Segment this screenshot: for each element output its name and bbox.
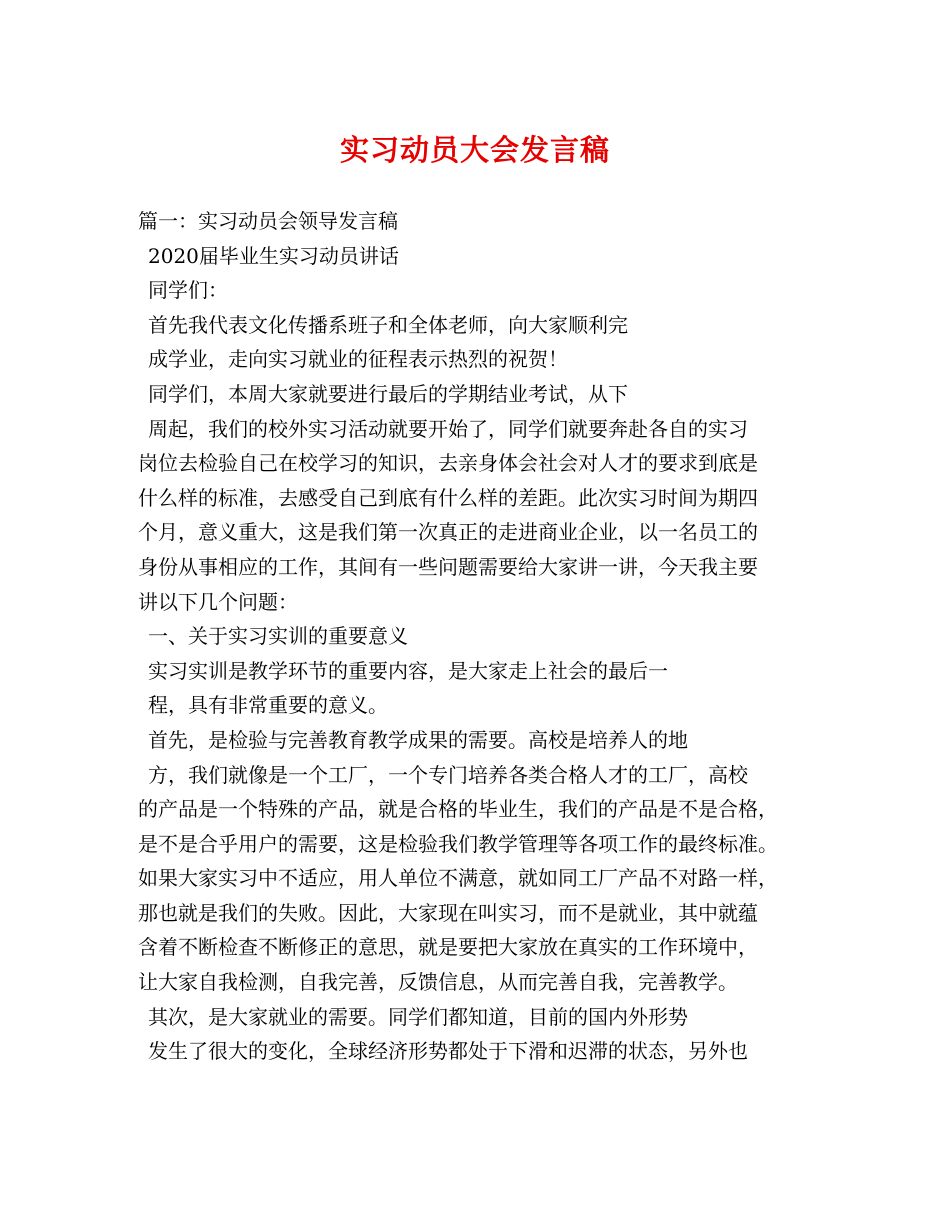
body-line: 如果大家实习中不适应，用人单位不满意，就如同工厂产品不对路一样，: [138, 866, 778, 891]
body-line: 实习实训是教学环节的重要内容，是大家走上社会的最后一: [148, 658, 668, 683]
document-title: 实习动员大会发言稿: [339, 133, 610, 167]
body-line: 其次，是大家就业的需要。同学们都知道，目前的国内外形势: [148, 1004, 688, 1029]
body-line: 让大家自我检测，自我完善，反馈信息，从而完善自我，完善教学。: [138, 970, 738, 995]
body-line: 程，具有非常重要的意义。: [148, 693, 388, 718]
body-line: 讲以下几个问题：: [138, 589, 298, 614]
body-line: 发生了很大的变化，全球经济形势都处于下滑和迟滞的状态，另外也: [148, 1039, 748, 1064]
body-line: 什么样的标准，去感受自己到底有什么样的差距。此次实习时间为期四: [138, 485, 758, 510]
body-line: 个月，意义重大，这是我们第一次真正的走进商业企业，以一名员工的: [138, 520, 758, 545]
body-line: 同学们：: [148, 278, 228, 303]
body-line: 周起，我们的校外实习活动就要开始了，同学们就要奔赴各自的实习: [148, 416, 748, 441]
body-line: 是不是合乎用户的需要，这是检验我们教学管理等各项工作的最终标准。: [138, 831, 778, 856]
body-line: 含着不断检查不断修正的意思，就是要把大家放在真实的工作环境中，: [138, 935, 758, 960]
body-line: 2020届毕业生实习动员讲话: [148, 243, 399, 268]
body-line: 一、关于实习实训的重要意义: [148, 624, 408, 649]
body-line: 方，我们就像是一个工厂，一个专门培养各类合格人才的工厂，高校: [148, 762, 748, 787]
body-line: 首先，是检验与完善教育教学成果的需要。高校是培养人的地: [148, 727, 688, 752]
body-line: 篇一：实习动员会领导发言稿: [138, 209, 398, 233]
body-line: 同学们，本周大家就要进行最后的学期结业考试，从下: [148, 381, 628, 406]
body-line: 岗位去检验自己在校学习的知识，去亲身体会社会对人才的要求到底是: [138, 451, 758, 476]
body-line: 首先我代表文化传播系班子和全体老师，向大家顺利完: [148, 312, 628, 337]
body-line: 那也就是我们的失败。因此，大家现在叫实习，而不是就业，其中就蕴: [138, 900, 758, 925]
body-line: 的产品是一个特殊的产品，就是合格的毕业生，我们的产品是不是合格，: [138, 797, 778, 822]
body-line: 成学业，走向实习就业的征程表示热烈的祝贺！: [148, 347, 568, 372]
body-line: 身份从事相应的工作，其间有一些问题需要给大家讲一讲，今天我主要: [138, 554, 758, 579]
document-body: [138, 204, 828, 1069]
